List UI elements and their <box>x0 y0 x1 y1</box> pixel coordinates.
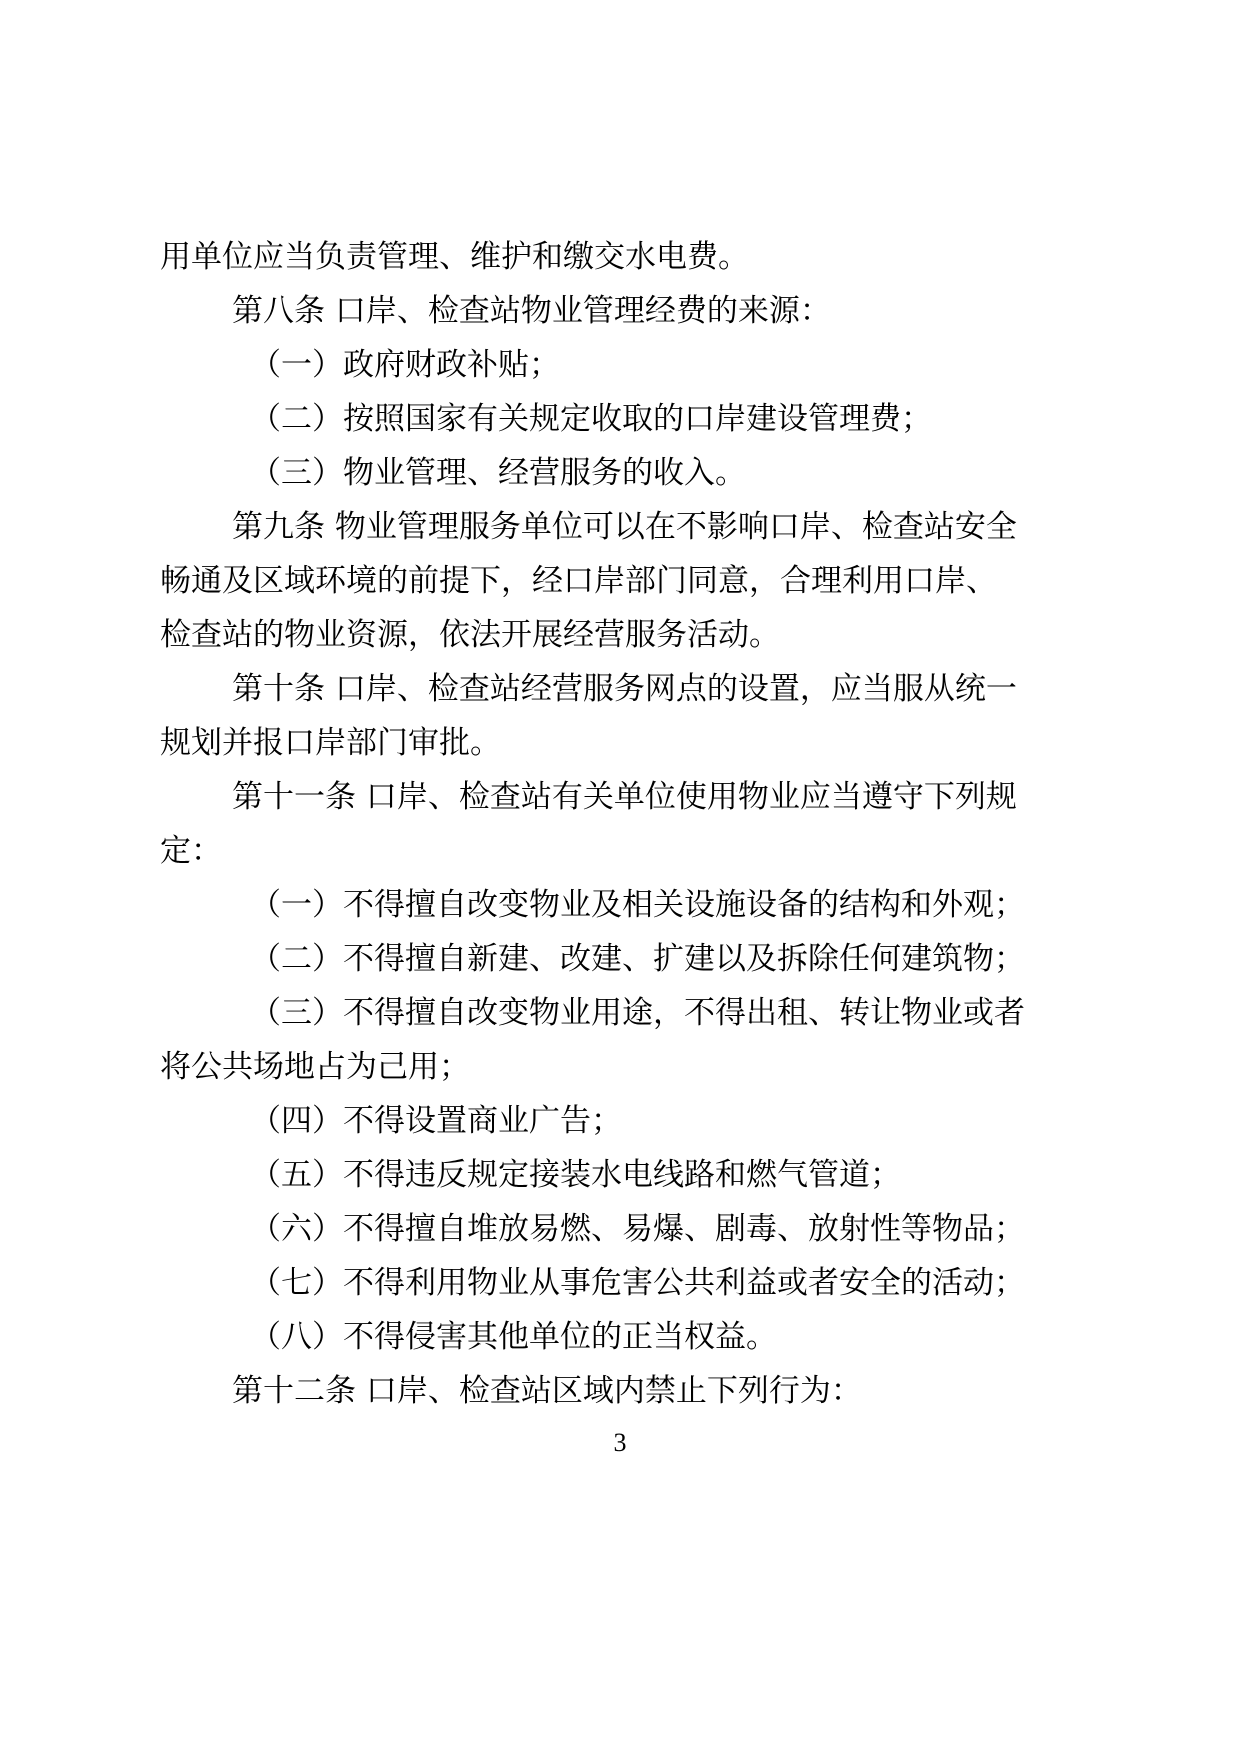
list-item: （五）不得违反规定接装水电线路和燃气管道； <box>250 1157 901 1193</box>
page-number: 3 <box>613 1428 627 1457</box>
list-item: （四）不得设置商业广告； <box>250 1103 622 1139</box>
list-item: （二）按照国家有关规定收取的口岸建设管理费； <box>250 401 932 437</box>
list-item: （一）政府财政补贴； <box>250 347 560 383</box>
text-line: 用单位应当负责管理、维护和缴交水电费。 <box>160 239 749 275</box>
list-item: （一）不得擅自改变物业及相关设施设备的结构和外观； <box>250 887 1025 923</box>
text-line: 规划并报口岸部门审批。 <box>160 725 501 761</box>
list-item: （六）不得擅自堆放易燃、易爆、剧毒、放射性等物品； <box>250 1211 1025 1247</box>
body-text <box>160 230 1090 1418</box>
list-item: （三）不得擅自改变物业用途，不得出租、转让物业或者 <box>250 995 1025 1031</box>
article-9-heading: 第九条 物业管理服务单位可以在不影响口岸、检查站安全 <box>232 509 1017 545</box>
list-item: （三）物业管理、经营服务的收入。 <box>250 455 746 491</box>
article-10-heading: 第十条 口岸、检查站经营服务网点的设置，应当服从统一 <box>232 671 1017 707</box>
text-line: 检查站的物业资源，依法开展经营服务活动。 <box>160 617 780 653</box>
article-11-heading: 第十一条 口岸、检查站有关单位使用物业应当遵守下列规 <box>232 779 1017 815</box>
list-item: （二）不得擅自新建、改建、扩建以及拆除任何建筑物； <box>250 941 1025 977</box>
list-item: （八）不得侵害其他单位的正当权益。 <box>250 1319 777 1355</box>
text-line: 将公共场地占为己用； <box>160 1049 470 1085</box>
article-8-heading: 第八条 口岸、检查站物业管理经费的来源： <box>232 293 831 329</box>
article-12-heading: 第十二条 口岸、检查站区域内禁止下列行为： <box>232 1373 862 1409</box>
list-item: （七）不得利用物业从事危害公共利益或者安全的活动； <box>250 1265 1025 1301</box>
text-line: 畅通及区域环境的前提下，经口岸部门同意，合理利用口岸、 <box>160 563 997 599</box>
text-line: 定： <box>160 833 222 869</box>
